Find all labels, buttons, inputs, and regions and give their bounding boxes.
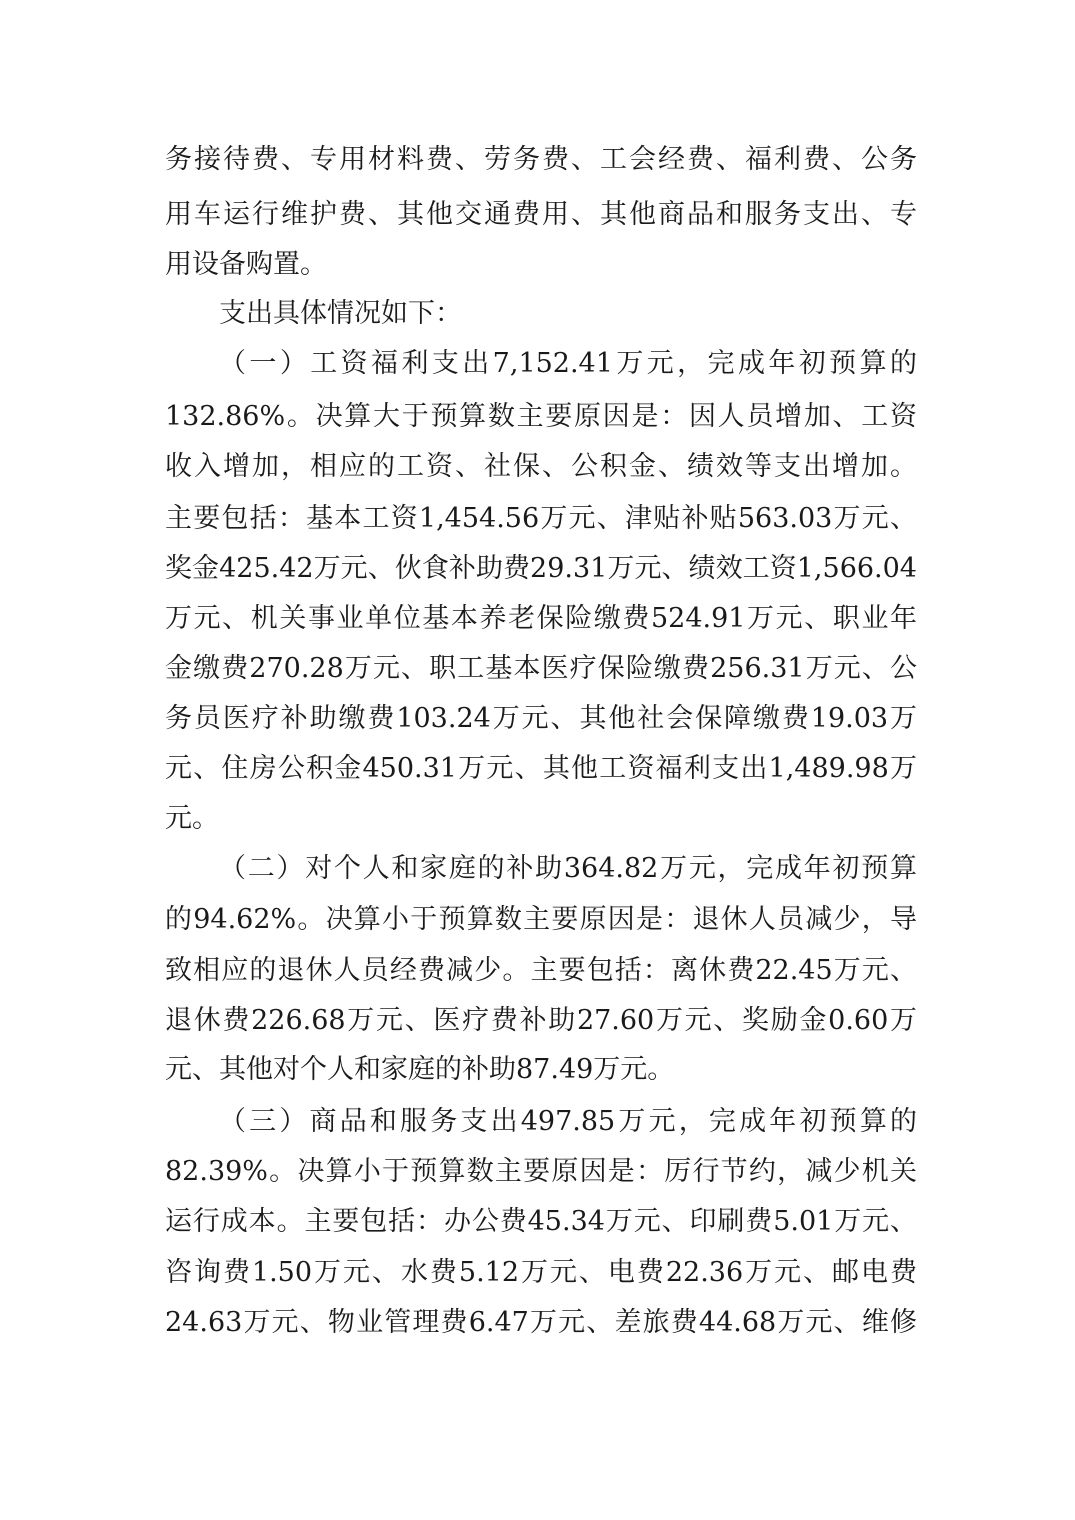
text-line: 支出具体情况如下： <box>219 298 462 329</box>
text-line: 奖金425.42万元、伙食补助费29.31万元、绩效工资1,566.04 <box>165 553 917 584</box>
text-line: 务员医疗补助缴费103.24万元、其他社会保障缴费19.03万 <box>165 703 917 734</box>
text-line: 运行成本。主要包括：办公费45.34万元、印刷费5.01万元、 <box>165 1206 917 1237</box>
text-line: 致相应的退休人员经费减少。主要包括：离休费22.45万元、 <box>165 955 917 986</box>
text-line: 退休费226.68万元、医疗费补助27.60万元、奖励金0.60万 <box>165 1005 917 1036</box>
text-line: 元、其他对个人和家庭的补助87.49万元。 <box>165 1054 675 1085</box>
text-line: 用车运行维护费、其他交通费用、其他商品和服务支出、专 <box>165 199 917 230</box>
text-line: 务接待费、专用材料费、劳务费、工会经费、福利费、公务 <box>165 144 917 175</box>
text-line: 金缴费270.28万元、职工基本医疗保险缴费256.31万元、公 <box>165 653 917 684</box>
text-line: 132.86%。决算大于预算数主要原因是：因人员增加、工资 <box>165 401 917 432</box>
text-line: 收入增加，相应的工资、社保、公积金、绩效等支出增加。 <box>165 451 917 482</box>
text-line: （一）工资福利支出7,152.41万元，完成年初预算的 <box>219 348 917 379</box>
text-line: 万元、机关事业单位基本养老保险缴费524.91万元、职业年 <box>165 603 917 634</box>
text-line: 用设备购置。 <box>165 249 327 280</box>
text-line: 元、住房公积金450.31万元、其他工资福利支出1,489.98万 <box>165 753 917 784</box>
text-line: （二）对个人和家庭的补助364.82万元，完成年初预算 <box>219 853 917 884</box>
text-line: 的94.62%。决算小于预算数主要原因是：退休人员减少，导 <box>165 904 917 935</box>
text-line: 主要包括：基本工资1,454.56万元、津贴补贴563.03万元、 <box>165 503 917 534</box>
text-line: 82.39%。决算小于预算数主要原因是：厉行节约，减少机关 <box>165 1156 917 1187</box>
text-line: 元。 <box>165 803 219 834</box>
text-line: 咨询费1.50万元、水费5.12万元、电费22.36万元、邮电费 <box>165 1257 917 1288</box>
text-line: （三）商品和服务支出497.85万元，完成年初预算的 <box>219 1106 917 1137</box>
text-line: 24.63万元、物业管理费6.47万元、差旅费44.68万元、维修 <box>165 1307 917 1338</box>
